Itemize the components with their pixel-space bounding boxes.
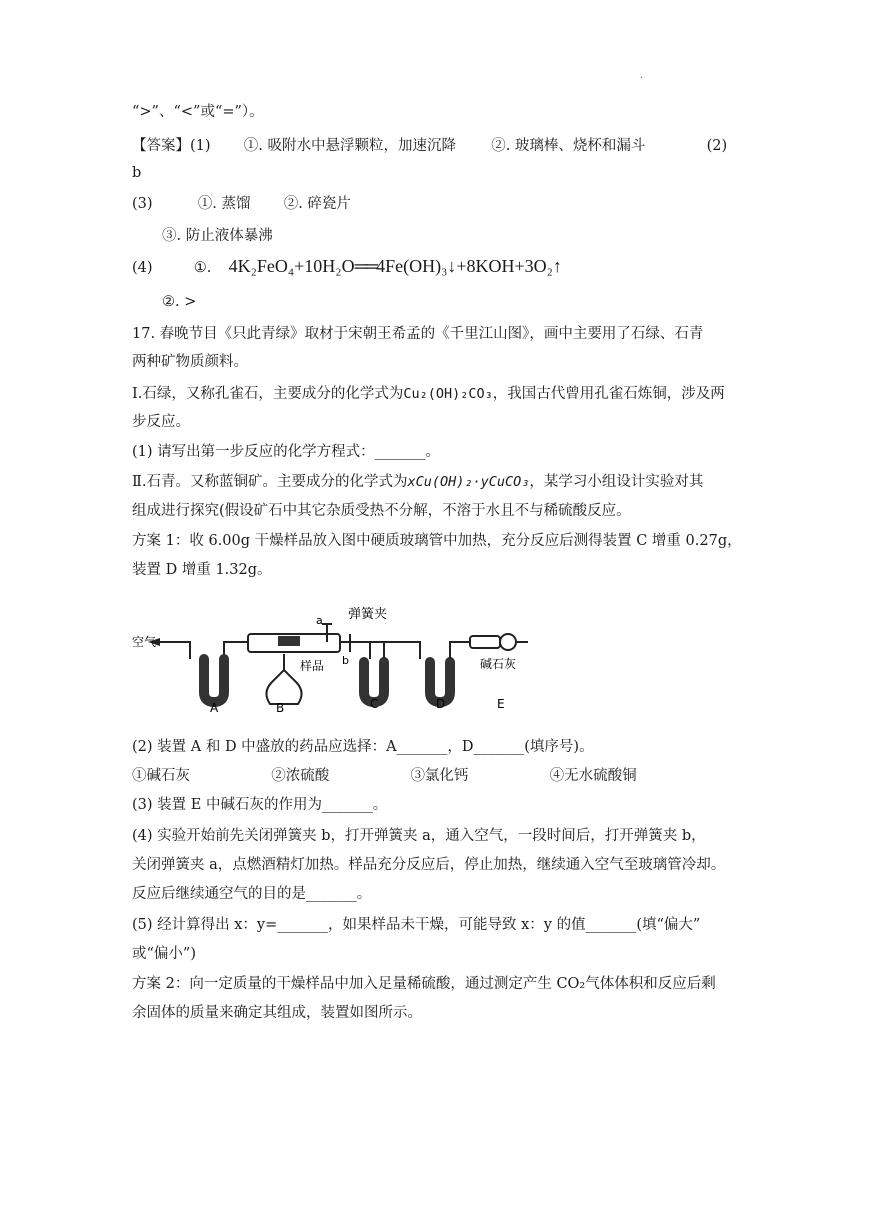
options-line <box>132 766 769 786</box>
option-3: ③氯化钙 <box>410 768 469 784</box>
clip-b-label: b <box>342 654 349 667</box>
text-line: “>”、“<”或“=”）。 <box>132 104 264 120</box>
answer-3-label: (3) <box>132 196 153 212</box>
part-2-text-cont: ，某学习小组设计实验对其 <box>529 474 704 490</box>
part-1-text-cont: ，我国古代曾用孔雀石炼铜，涉及两 <box>492 386 725 402</box>
label-c: C <box>370 697 379 711</box>
part-2-text: Ⅱ.石青。又称蓝铜矿。主要成分的化学式为 <box>132 474 408 490</box>
plan-2-line-1: 方案 2：向一定质量的干燥样品中加入足量稀硫酸，通过测定产生 CO₂气体体积和反应后剩 <box>132 976 716 992</box>
answer-3-1: ①. 蒸馏 <box>197 196 251 212</box>
option-2: ②浓硫酸 <box>271 768 330 784</box>
equation-lhs: 4K₂FeO₄+10H₂O <box>228 256 355 276</box>
answer-4-label: (4) <box>132 260 153 276</box>
equation-rhs: 4Fe(OH)₃↓+8KOH+3O₂↑ <box>376 256 562 276</box>
soda-lime-label: 碱石灰 <box>480 657 517 671</box>
answer-4-2: ②. > <box>162 294 197 310</box>
option-1: ①碱石灰 <box>132 768 190 784</box>
air-label: 空气 <box>132 635 157 649</box>
question-4-line-3: 反应后继续通空气的目的是_______。 <box>132 886 372 902</box>
sample-material <box>278 636 300 646</box>
question-17-line-1: 17. 春晚节目《只此青绿》取材于宋朝王希孟的《千里江山图》，画中主要用了石绿、石青 <box>132 326 704 342</box>
apparatus-diagram <box>130 604 540 714</box>
question-4-line-1: (4) 实验开始前先关闭弹簧夹 b，打开弹簧夹 a，通入空气，一段时间后，打开弹簧夹 b， <box>132 828 706 844</box>
label-e: E <box>497 697 505 711</box>
answer-4-1-label: ①. <box>193 260 212 276</box>
part-2-line-2: 组成进行探究(假设矿石中其它杂质受热不分解，不溶于水且不与稀硫酸反应。 <box>132 503 631 519</box>
malachite-formula: Cu₂(OH)₂CO₃ <box>403 386 493 402</box>
answer-1-1: ①. 吸附水中悬浮颗粒，加速沉降 <box>243 138 456 154</box>
clip-label: 弹簧夹 <box>348 607 388 622</box>
label-d: D <box>436 697 446 711</box>
answer-2-label: (2) <box>706 138 728 154</box>
label-b: B <box>276 701 285 714</box>
question-2: (2) 装置 A 和 D 中盛放的药品应选择：A_______，D_______(填序号)。 <box>132 739 594 755</box>
answer-1-2: ②. 玻璃棒、烧杯和漏斗 <box>491 138 646 154</box>
azurite-formula: xCu(OH)₂·yCuCO₃ <box>407 474 530 490</box>
answer-line-4 <box>132 256 769 278</box>
answer-3-3: ③. 防止液体暴沸 <box>162 228 273 244</box>
sample-label: 样品 <box>300 659 325 673</box>
question-1: (1) 请写出第一步反应的化学方程式：_______。 <box>132 444 440 460</box>
clip-a-label: a <box>316 614 323 627</box>
plan-1-line-1: 方案 1：收 6.00g 干燥样品放入图中硬质玻璃管中加热，充分反应后测得装置 C 增重 0.27g， <box>132 533 742 549</box>
part-1-text: I.石绿，又称孔雀石，主要成分的化学式为 <box>132 386 404 402</box>
part-1-line-1 <box>132 384 769 404</box>
option-4: ④无水硫酸铜 <box>549 768 637 784</box>
part-2-line-1 <box>132 472 769 492</box>
page-dot: . <box>640 70 644 81</box>
answer-2-value: b <box>132 165 142 181</box>
question-5-line-1: (5) 经计算得出 x：y=_______，如果样品未干燥，可能导致 x：y 的值_______(填“偏大” <box>132 917 701 933</box>
plan-1-line-2: 装置 D 增重 1.32g。 <box>132 562 272 578</box>
plan-2-line-2: 余固体的质量来确定其组成，装置如图所示。 <box>132 1005 422 1021</box>
answer-line-3 <box>132 194 769 214</box>
answer-label: 【答案】(1) <box>132 138 211 154</box>
answer-line-1 <box>132 136 769 156</box>
question-4-line-2: 关闭弹簧夹 a，点燃酒精灯加热。样品充分反应后，停止加热，继续通入空气至玻璃管冷却。 <box>132 857 726 873</box>
question-5-line-2: 或“偏小”) <box>132 946 196 962</box>
label-a: A <box>210 701 219 714</box>
reaction-equation: 4K₂FeO₄+10H₂O══4Fe(OH)₃↓+8KOH+3O₂↑ <box>228 256 562 276</box>
answer-3-2: ②. 碎瓷片 <box>283 196 351 212</box>
question-3: (3) 装置 E 中碱石灰的作用为_______。 <box>132 797 388 813</box>
question-17-line-2: 两种矿物质颜料。 <box>132 354 248 370</box>
part-1-line-2: 步反应。 <box>132 414 190 430</box>
